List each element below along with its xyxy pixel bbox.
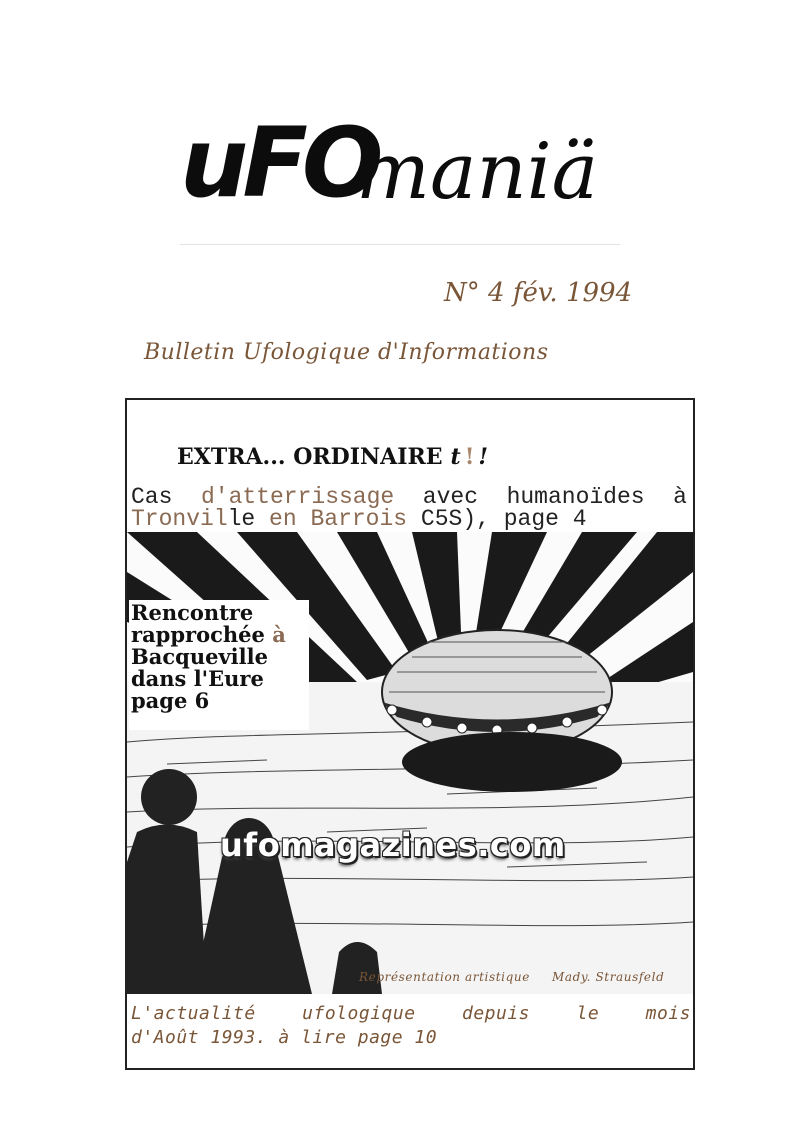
- lead-word: humanoïdes: [506, 484, 645, 510]
- lead-page: C5S), page 4: [420, 506, 587, 532]
- headline-t: t: [450, 444, 461, 470]
- masthead-rule: [180, 244, 620, 245]
- footer-word: mois: [645, 1003, 691, 1024]
- footer-line-2: d'Août 1993. à lire page 10: [131, 1027, 438, 1048]
- lead-word: avec: [422, 484, 478, 510]
- callout-line: Rencontre: [131, 600, 254, 625]
- footer-word: le: [576, 1003, 600, 1024]
- headline-exclaim-2: !: [478, 444, 489, 470]
- lead-place: Tronvil: [131, 506, 228, 532]
- callout-line: rapprochée: [131, 622, 265, 647]
- callout-line: page 6: [131, 688, 210, 713]
- cover-frame: [125, 398, 695, 1070]
- footer-word: depuis: [462, 1003, 531, 1024]
- masthead-logo: [180, 100, 620, 230]
- footer-word: ufologique: [302, 1003, 416, 1024]
- watermark: ufomagazines.com: [220, 826, 566, 864]
- footer-actualite: [131, 1002, 691, 1050]
- logo-ufo: uFO: [180, 107, 378, 219]
- callout-line: à: [272, 622, 286, 647]
- issue-number: N° 4 fév. 1994: [444, 278, 633, 308]
- illustration-credit: [359, 970, 664, 984]
- lead-word: Cas: [131, 484, 173, 510]
- lead-word: d'atterrissage: [200, 484, 395, 510]
- lead-word: en: [269, 506, 297, 532]
- logo-mania: maniä: [356, 127, 599, 217]
- headline-main: EXTRA... ORDINAIRE: [177, 444, 443, 470]
- lead-word: Barrois: [310, 506, 408, 532]
- bulletin-subtitle: Bulletin Ufologique d'Informations: [144, 340, 549, 365]
- lead-place-end: le: [227, 506, 256, 532]
- headline: [177, 444, 488, 470]
- credit-artist: Mady. Strausfeld: [551, 970, 665, 984]
- headline-exclaim-1: !: [464, 444, 475, 470]
- credit-label: Représentation artistique: [359, 970, 530, 984]
- callout-line: Bacqueville: [131, 644, 268, 669]
- callout-bacqueville: [129, 600, 309, 730]
- callout-line: dans l'Eure: [131, 666, 264, 691]
- footer-word: L'actualité: [131, 1003, 256, 1024]
- lead-word: à: [673, 484, 687, 510]
- lead-tronville: [131, 486, 687, 530]
